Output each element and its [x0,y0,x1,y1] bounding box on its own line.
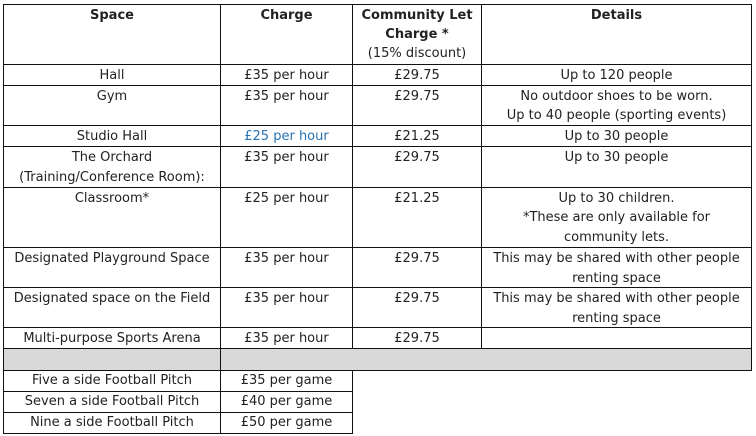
row-gym-details-line2: Up to 40 people (sporting events) [506,108,727,123]
row-field-details-line2: renting space [572,311,661,326]
grid-line-col2-lower [352,370,353,434]
row-arena-space: Multi-purpose Sports Arena [23,331,201,346]
row-playground-details-line2: renting space [572,271,661,286]
row-gym-details-line1: No outdoor shoes to be worn. [520,89,713,104]
grid-line-separator-bottom [3,370,752,371]
grid-line-col2-upper [352,4,353,349]
row-classroom-community: £21.25 [394,191,440,206]
grid-line-top [3,4,752,5]
row-gym-space: Gym [96,89,128,104]
header-details: Details [590,8,643,23]
row-classroom-details-line1: Up to 30 children. [558,191,675,206]
row-gym-community: £29.75 [394,89,440,104]
header-community-line3: (15% discount) [367,46,467,61]
row-studio-details: Up to 30 people [564,129,669,144]
row-field-community: £29.75 [394,291,440,306]
pitch-nine-charge: £50 per game [240,415,333,430]
grid-line-nine-bottom [3,433,353,434]
row-hall-community: £29.75 [394,68,440,83]
row-orchard-space-line2: (Training/Conference Room): [19,170,205,185]
row-classroom-details-line2: *These are only available for [522,210,711,225]
grid-line-field-bottom [3,327,752,328]
grid-line-playground-bottom [3,287,752,288]
row-studio-charge: £25 per hour [244,129,329,144]
row-studio-space: Studio Hall [76,129,148,144]
grid-line-orchard-bottom [3,187,752,188]
row-classroom-space: Classroom* [74,191,150,206]
row-field-details-line1: This may be shared with other people [493,291,740,306]
grid-line-seven-bottom [3,412,353,413]
header-charge: Charge [260,8,313,23]
row-playground-community: £29.75 [394,251,440,266]
row-studio-community: £21.25 [394,129,440,144]
pitch-five-space: Five a side Football Pitch [31,373,193,388]
grid-line-classroom-bottom [3,247,752,248]
row-orchard-details: Up to 30 people [564,150,669,165]
grid-line-studio-bottom [3,146,752,147]
row-gym-charge: £35 per hour [244,89,329,104]
header-community-line2: Charge * [385,27,449,42]
grid-line-five-bottom [3,391,353,392]
row-arena-charge: £35 per hour [244,331,329,346]
header-community-line1: Community Let [361,8,473,23]
row-playground-charge: £35 per hour [244,251,329,266]
row-hall-space: Hall [99,68,125,83]
pitch-seven-charge: £40 per game [240,394,333,409]
row-orchard-charge: £35 per hour [244,150,329,165]
row-field-charge: £35 per hour [244,291,329,306]
grid-line-gym-bottom [3,125,752,126]
row-arena-community: £29.75 [394,331,440,346]
row-classroom-details-line3: community lets. [563,230,670,245]
pitch-nine-space: Nine a side Football Pitch [30,415,194,430]
header-space: Space [90,8,134,23]
grid-line-right [751,4,752,371]
grid-line-col3 [481,4,482,349]
grid-line-hall-bottom [3,85,752,86]
grid-line-col1 [220,4,221,434]
row-hall-details: Up to 120 people [560,68,673,83]
grid-line-arena-bottom [3,348,752,349]
row-orchard-community: £29.75 [394,150,440,165]
row-hall-charge: £35 per hour [244,68,329,83]
pitch-five-charge: £35 per game [240,373,333,388]
row-orchard-space-line1: The Orchard [71,150,153,165]
grid-line-left [3,4,4,434]
separator-row-space [4,349,220,370]
row-classroom-charge: £25 per hour [244,191,329,206]
grid-line-header-bottom [3,64,752,65]
row-field-space: Designated space on the Field [13,291,211,306]
separator-row-rest [221,349,751,370]
row-playground-details-line1: This may be shared with other people [493,251,740,266]
pitch-seven-space: Seven a side Football Pitch [24,394,200,409]
row-playground-space: Designated Playground Space [14,251,210,266]
